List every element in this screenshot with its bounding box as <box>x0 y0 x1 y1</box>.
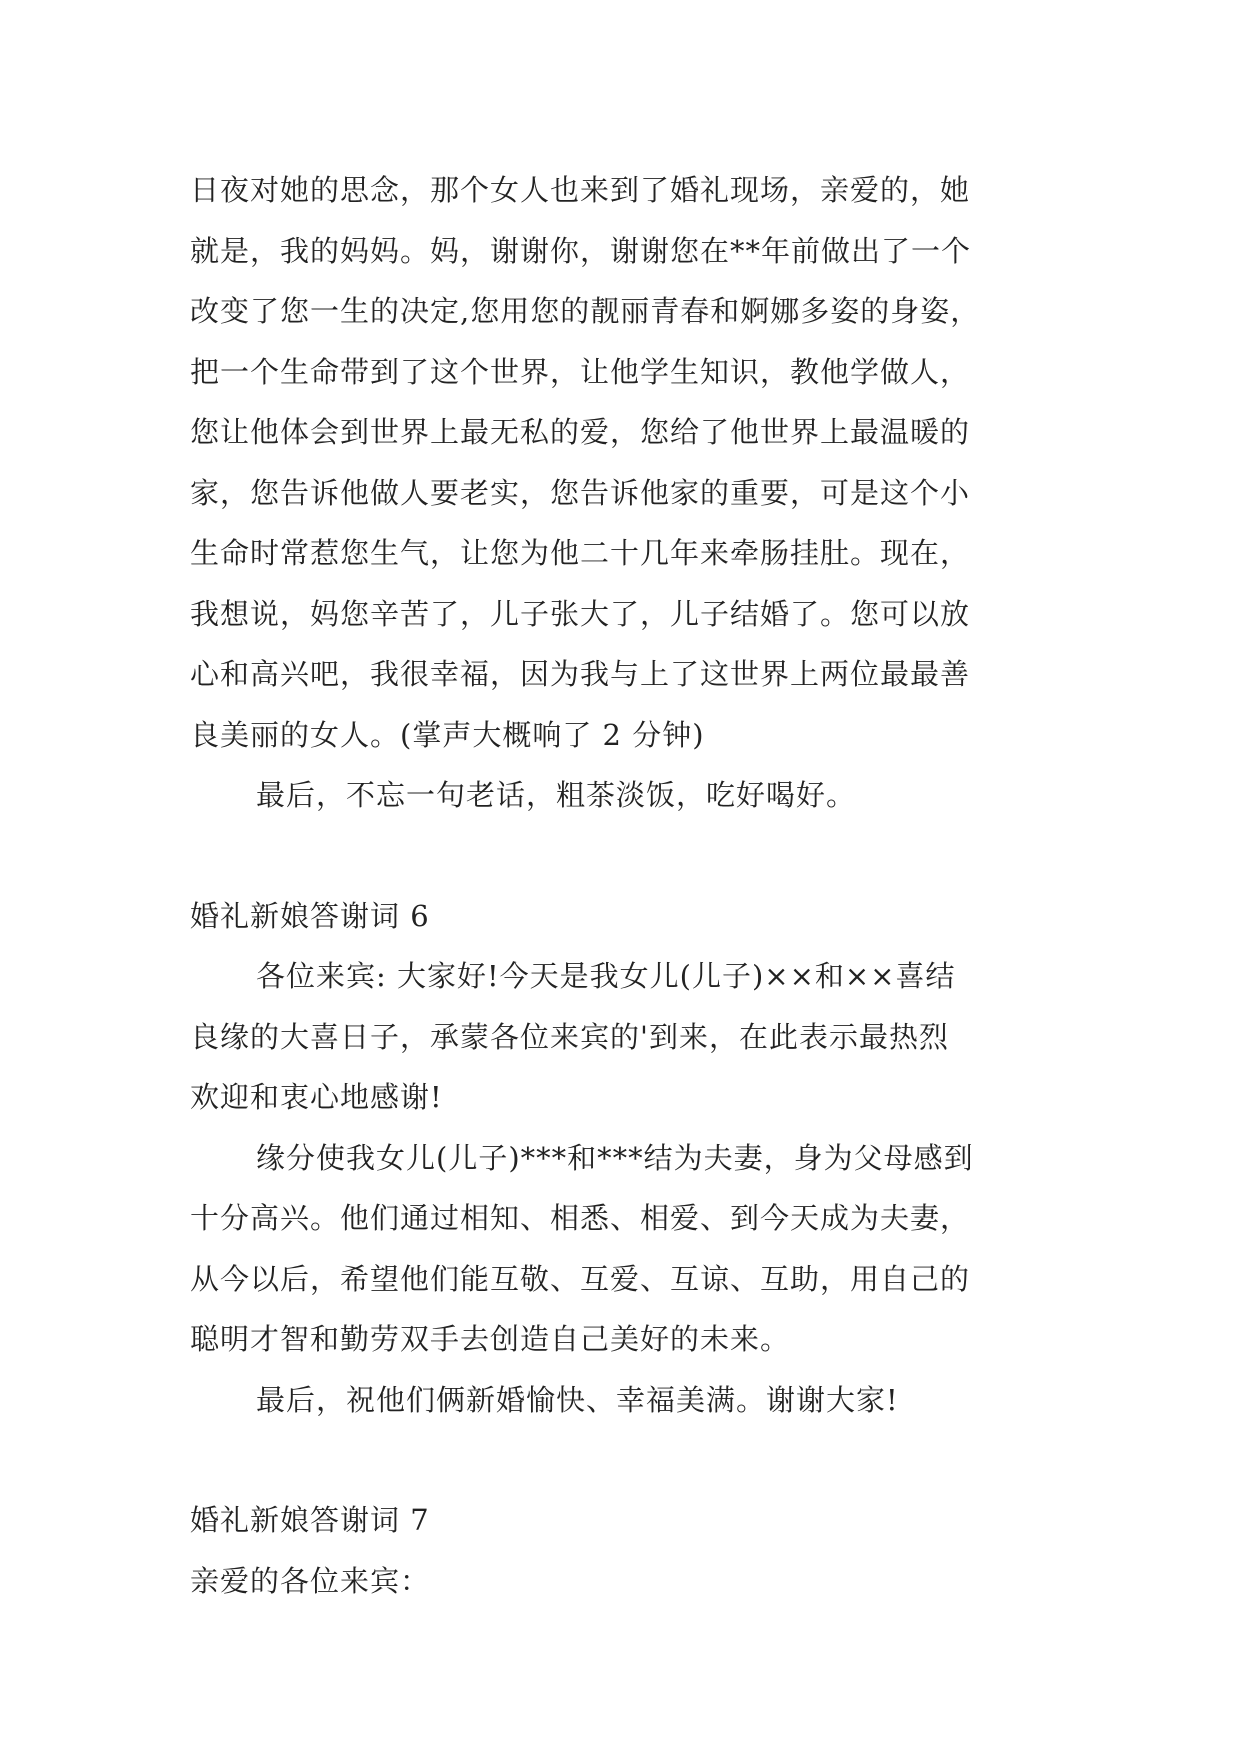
text-line: 家，您告诉他做人要老实，您告诉他家的重要，可是这个小 <box>190 475 971 510</box>
section-title: 婚礼新娘答谢词 6 <box>190 898 430 933</box>
section-spacer <box>190 826 1090 886</box>
section-continued-speech <box>190 160 1090 826</box>
section-speech-7 <box>190 1490 1090 1611</box>
section-spacer <box>190 1430 1090 1490</box>
greeting-line: 亲爱的各位来宾： <box>190 1563 431 1598</box>
text-line: 心和高兴吧，我很幸福，因为我与上了这世界上两位最最善 <box>190 657 971 691</box>
text-line: 日夜对她的思念，那个女人也来到了婚礼现场，亲爱的，她 <box>190 173 971 207</box>
text-line: 我想说，妈您辛苦了，儿子张大了，儿子结婚了。您可以放 <box>190 596 971 631</box>
closing-line: 最后，祝他们俩新婚愉快、幸福美满。谢谢大家! <box>256 1382 899 1417</box>
text-line: 缘分使我女儿(儿子)***和***结为夫妻，身为父母感到 <box>256 1140 974 1175</box>
text-line: 聪明才智和勤劳双手去创造自己美好的未来。 <box>190 1322 791 1356</box>
text-line: 各位来宾: 大家好!今天是我女儿(儿子)××和××喜结 <box>256 959 956 993</box>
text-line: 从今以后，希望他们能互敬、互爱、互谅、互助，用自己的 <box>190 1261 971 1296</box>
text-line: 把一个生命带到了这个世界，让他学生知识，教他学做人， <box>190 354 971 389</box>
section-speech-6 <box>190 886 1090 1431</box>
text-line: 您让他体会到世界上最无私的爱，您给了他世界上最温暖的 <box>190 415 971 449</box>
text-line: 生命时常惹您生气，让您为他二十几年来牵肠挂肚。现在， <box>190 536 971 570</box>
document-body <box>190 160 1090 1611</box>
text-line: 良美丽的女人。(掌声大概响了 2 分钟) <box>190 717 705 752</box>
text-line: 欢迎和衷心地感谢! <box>190 1080 443 1114</box>
text-line: 十分高兴。他们通过相知、相悉、相爱、到今天成为夫妻， <box>190 1201 971 1235</box>
text-line: 良缘的大喜日子，承蒙各位来宾的'到来，在此表示最热烈 <box>190 1019 949 1054</box>
section-title: 婚礼新娘答谢词 7 <box>190 1503 430 1537</box>
closing-line: 最后，不忘一句老话，粗茶淡饭，吃好喝好。 <box>256 778 857 812</box>
text-line: 改变了您一生的决定,您用您的靓丽青春和婀娜多姿的身姿， <box>190 294 981 328</box>
text-line: 就是，我的妈妈。妈，谢谢你，谢谢您在**年前做出了一个 <box>190 233 972 268</box>
